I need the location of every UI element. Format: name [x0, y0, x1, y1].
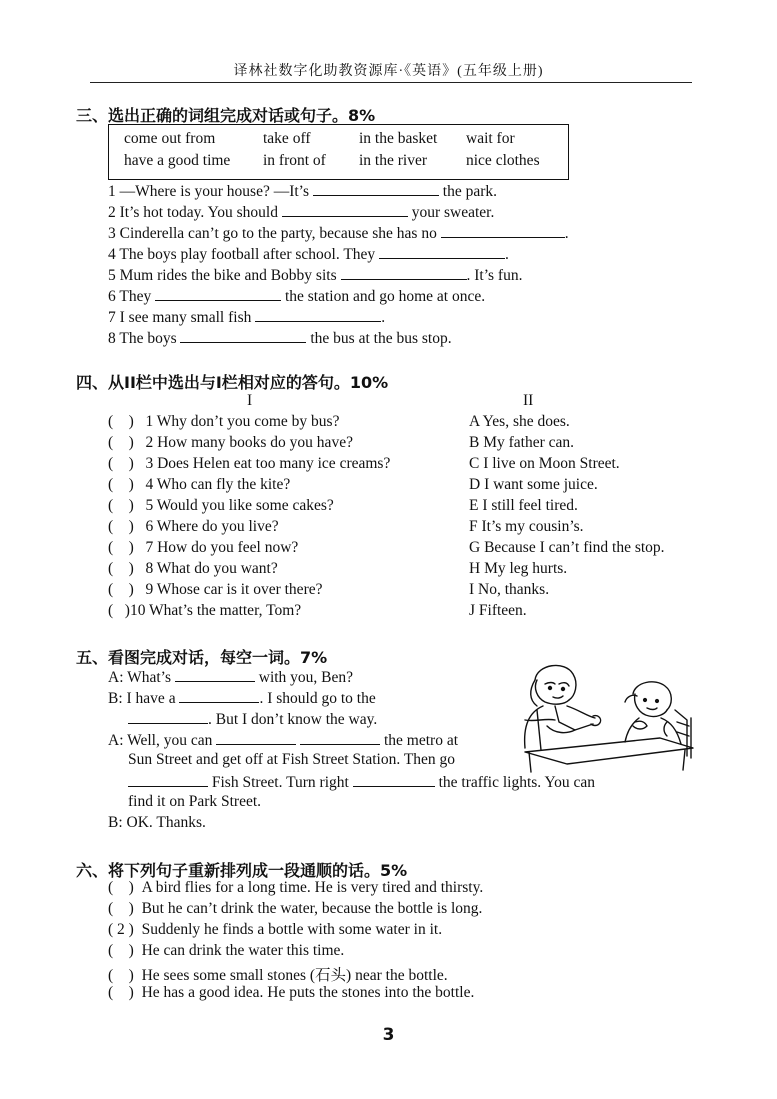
answer-blank[interactable] [379, 244, 505, 259]
column-heading-i: I [247, 392, 253, 409]
answer-blank[interactable] [282, 202, 408, 217]
s3-item-text: 8 The boys [108, 330, 177, 347]
order-row [108, 879, 483, 897]
answer-paren[interactable]: ( 2 ) [108, 921, 134, 938]
answer-paren[interactable]: ( ) [108, 539, 134, 556]
dialogue-text: with you, Ben? [258, 669, 354, 686]
dialogue-line [128, 772, 595, 792]
sentence-text: He has a good idea. He puts the stones into the bottle. [141, 984, 475, 1001]
s3-item-text: 1 —Where is your house? —It’s [108, 183, 310, 200]
answer-blank[interactable] [128, 709, 208, 724]
answer-option: F It’s my cousin’s. [469, 518, 584, 535]
section4-title [76, 370, 388, 393]
section3-title [76, 103, 375, 126]
section3-score: 8% [348, 106, 376, 125]
dialogue-text: A: Well, you can [108, 732, 213, 749]
s3-item-text: your sweater. [411, 204, 495, 221]
answer-option: H My leg hurts. [469, 560, 568, 577]
question-text: 4 Who can fly the kite? [145, 476, 291, 493]
dialogue-line: Sun Street and get off at Fish Street Station. Then go [128, 751, 456, 768]
answer-option: E I still feel tired. [469, 497, 578, 514]
answer-option: D I want some juice. [469, 476, 598, 493]
page-number: 3 [382, 1025, 395, 1045]
section4-title-text: 四、从II栏中选出与I栏相对应的答句。 [76, 373, 350, 392]
answer-paren[interactable]: ( ) [108, 581, 134, 598]
answer-paren[interactable]: ( ) [108, 497, 134, 514]
question-text: 3 Does Helen eat too many ice creams? [145, 455, 391, 472]
match-row [108, 413, 339, 431]
given-answer: 2 [117, 921, 125, 938]
match-row [108, 476, 290, 494]
dialogue-line [108, 730, 458, 750]
sentence-text: Suddenly he finds a bottle with some water in it. [141, 921, 443, 938]
dialogue-text: A: What’s [108, 669, 171, 686]
sentence-text: But he can’t drink the water, because the bottle is long. [141, 900, 483, 917]
answer-option: A Yes, she does. [469, 413, 570, 430]
s3-item-text: the station and go home at once. [284, 288, 486, 305]
match-row [108, 539, 298, 557]
question-text: 1 Why don’t you come by bus? [145, 413, 340, 430]
question-text: 5 Would you like some cakes? [145, 497, 334, 514]
dialogue-line: B: OK. Thanks. [108, 814, 206, 831]
section6-title-text: 六、将下列句子重新排列成一段通顺的话。 [76, 861, 381, 880]
answer-paren[interactable]: ( ) [108, 434, 134, 451]
answer-blank[interactable] [128, 772, 208, 787]
answer-blank[interactable] [441, 223, 565, 238]
page-header: 译林社数字化助教资源库·《英语》(五年级上册) [233, 64, 544, 79]
s3-item-text: 6 They [108, 288, 152, 305]
word-option: take off [263, 130, 311, 147]
order-row [108, 921, 442, 939]
s3-item-text: . [564, 225, 569, 242]
s3-item-2 [108, 202, 494, 222]
match-row [108, 560, 278, 578]
question-text: 2 How many books do you have? [145, 434, 353, 451]
sentence-text: He can drink the water this time. [141, 942, 345, 959]
answer-option: C I live on Moon Street. [469, 455, 620, 472]
answer-paren[interactable]: ( ) [108, 879, 134, 896]
s3-item-text: . [505, 246, 509, 263]
answer-blank[interactable] [300, 730, 380, 745]
answer-blank[interactable] [313, 181, 439, 196]
dialogue-line [128, 709, 377, 729]
question-text: 8 What do you want? [145, 560, 278, 577]
order-row [108, 984, 474, 1002]
s3-item-7 [108, 307, 385, 327]
section6-title [76, 858, 407, 881]
word-option: in front of [263, 152, 326, 169]
s3-item-4 [108, 244, 509, 264]
sentence-text: A bird flies for a long time. He is very tired and thirsty. [141, 879, 484, 896]
answer-paren[interactable]: ( ) [108, 560, 134, 577]
dialogue-line [108, 688, 376, 708]
answer-paren[interactable]: ( ) [108, 518, 134, 535]
answer-paren[interactable]: ( ) [108, 476, 134, 493]
s3-item-text: 7 I see many small fish [108, 309, 252, 326]
question-text: 10 What’s the matter, Tom? [129, 602, 302, 619]
s3-item-5 [108, 265, 522, 285]
s3-item-8 [108, 328, 452, 348]
answer-option: G Because I can’t find the stop. [469, 539, 665, 556]
order-row [108, 942, 344, 960]
match-row [108, 518, 279, 536]
sentence-text: He sees some small stones (石头) near the bottle. [141, 967, 448, 984]
dialogue-line: find it on Park Street. [128, 793, 262, 810]
answer-blank[interactable] [155, 286, 281, 301]
answer-blank[interactable] [353, 772, 435, 787]
word-option: in the basket [359, 130, 438, 147]
word-option: in the river [359, 152, 428, 169]
answer-option: I No, thanks. [469, 581, 550, 598]
section5-title-text: 五、看图完成对话，每空一词。 [76, 648, 301, 667]
s3-item-text: the park. [442, 183, 498, 200]
dialogue-text: . I should go to the [259, 690, 376, 707]
doctor-patient-illustration [515, 660, 695, 775]
answer-blank[interactable] [180, 328, 306, 343]
s3-item-text: . [381, 309, 386, 326]
answer-blank[interactable] [341, 265, 467, 280]
word-box [108, 124, 569, 180]
order-row [108, 963, 448, 985]
answer-paren[interactable]: ( ) [108, 413, 134, 430]
dialogue-line [108, 667, 353, 687]
question-text: 6 Where do you live? [145, 518, 279, 535]
answer-paren[interactable]: ( ) [108, 455, 134, 472]
dialogue-text: . But I don’t know the way. [208, 711, 378, 728]
order-row [108, 900, 482, 918]
answer-option: J Fifteen. [469, 602, 527, 619]
s3-item-text: the bus at the bus stop. [310, 330, 452, 347]
dialogue-text: Fish Street. Turn right [211, 774, 349, 791]
section4-score: 10% [349, 373, 389, 392]
column-heading-ii: II [523, 392, 534, 409]
answer-paren[interactable]: ( ) [108, 967, 134, 984]
section6-score: 5% [380, 861, 408, 880]
dialogue-text: B: I have a [108, 690, 176, 707]
section5-score: 7% [300, 648, 328, 667]
word-option: have a good time [124, 152, 231, 169]
match-row [108, 497, 334, 515]
match-row [108, 455, 390, 473]
answer-paren[interactable]: ( ) [108, 900, 134, 917]
answer-blank[interactable] [175, 667, 255, 682]
question-text: 7 How do you feel now? [145, 539, 299, 556]
section3-title-text: 三、选出正确的词组完成对话或句子。 [76, 106, 349, 125]
s3-item-6 [108, 286, 485, 306]
answer-blank[interactable] [216, 730, 296, 745]
dialogue-text: the metro at [384, 732, 459, 749]
header-rule [90, 82, 692, 83]
word-option: come out from [124, 130, 216, 147]
answer-blank[interactable] [179, 688, 259, 703]
word-option: nice clothes [466, 152, 540, 169]
s3-item-text: . It’s fun. [466, 267, 523, 284]
answer-option: B My father can. [469, 434, 575, 451]
s3-item-1 [108, 181, 497, 201]
answer-paren[interactable]: ( ) [108, 984, 134, 1001]
match-row [108, 434, 353, 452]
question-text: 9 Whose car is it over there? [145, 581, 323, 598]
s3-item-text: 2 It’s hot today. You should [108, 204, 278, 221]
word-option: wait for [466, 130, 515, 147]
match-row [108, 602, 301, 620]
dialogue-text: the traffic lights. You can [438, 774, 595, 791]
s3-item-text: 3 Cinderella can’t go to the party, because she has no [108, 225, 437, 242]
match-row [108, 581, 323, 599]
s3-item-3 [108, 223, 569, 243]
s3-item-text: 5 Mum rides the bike and Bobby sits [108, 267, 337, 284]
answer-paren[interactable]: ( ) [108, 602, 130, 619]
answer-paren[interactable]: ( ) [108, 942, 134, 959]
section5-title [76, 645, 327, 668]
answer-blank[interactable] [255, 307, 381, 322]
s3-item-text: 4 The boys play football after school. They [108, 246, 376, 263]
